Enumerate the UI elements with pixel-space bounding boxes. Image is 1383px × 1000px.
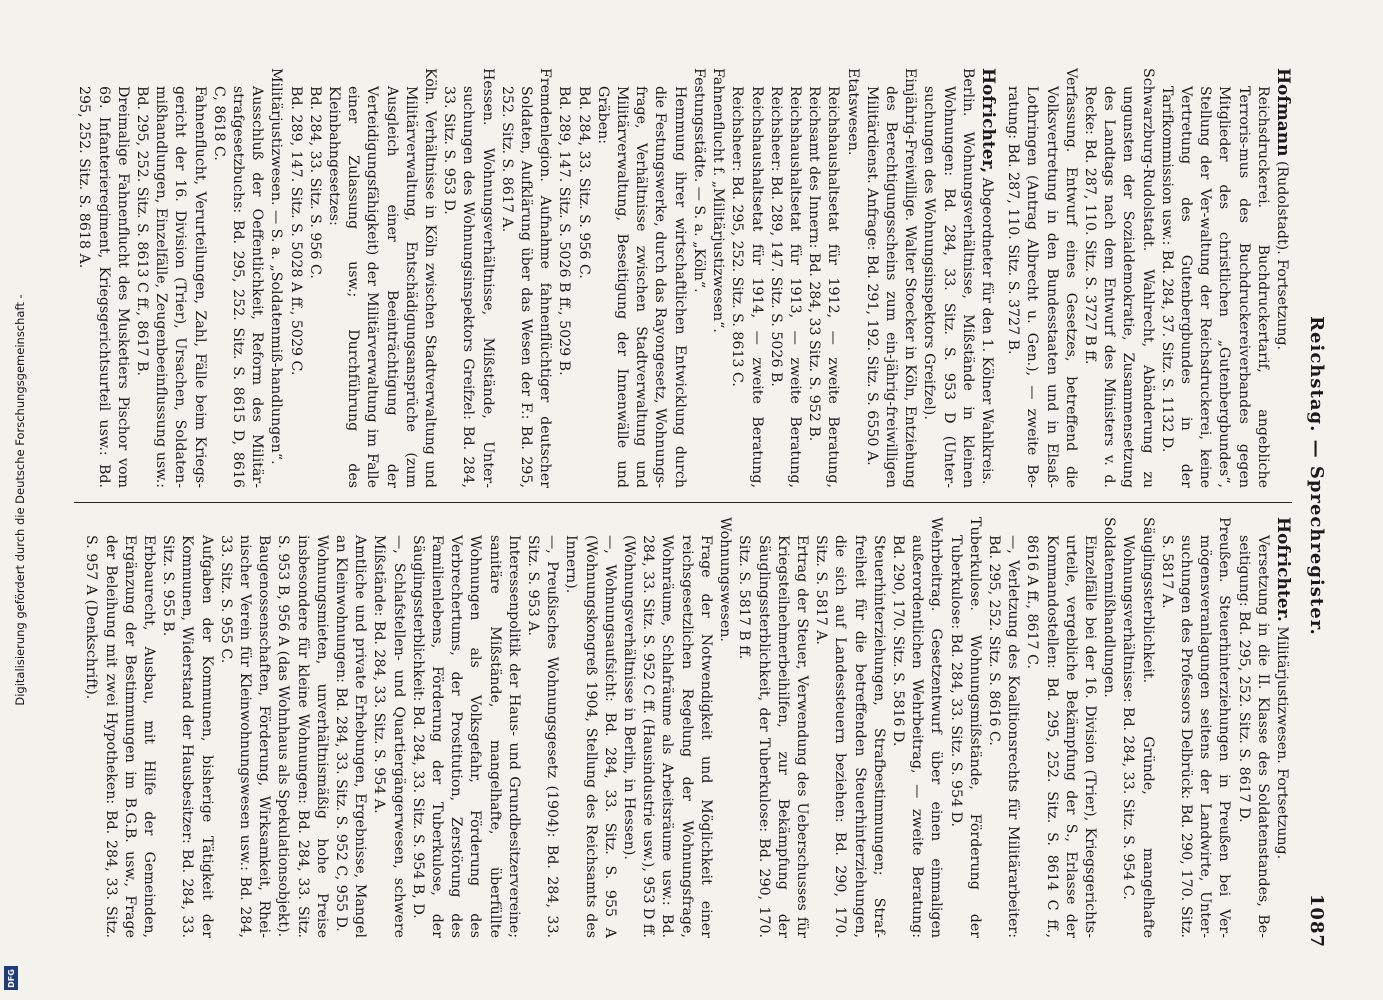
register-subentry: —, Wohnungsaufsicht: Bd. 284, 33. Sitz. S. 955 A (Wohnungskongreß 1904, Stellung des Reichsamts des Innern). <box>563 535 618 938</box>
register-subentry: Bd. 284, 33. Sitz. S. 956 C. <box>306 86 323 279</box>
register-subentry: Ausschluß der Oeffentlichkeit, Reform des Militär-strafgesetzbuchs: Bd. 295, 252. Sitz. S. 8615 D, 8616 C, 8618 C. <box>210 86 266 488</box>
register-subentry: Erbbaurecht, Ausbau, mit Hilfe der Gemeinden, Ergänzung der Bestimmungen im B.G.B. usw., Frage der Beleihung mit zwei Hypotheken: Bd. 284, 33. Sitz. S. 957 A (Denkschrift). <box>83 535 158 938</box>
register-entry: Verfassung. Entwurf eines Gesetzes, betreffend die Volksvertretung in den Bundesstaaten und in Elsaß-Lothringen (Antrag Albrecht u. Gen.), — zweite Be-ratung: Bd. 287, 110. Sitz. S. 3727 B. <box>1005 68 1079 488</box>
rotated-page <box>41 30 1341 970</box>
left-column <box>74 54 1292 503</box>
register-entry: Militärjustizwesen. — S. a. „Soldatenmiß-handlungen“. <box>268 68 285 465</box>
register-entry: Tuberkulose. Wohnungsmißstände, Förderung der Tuberkulose: Bd. 284, 33. Sitz. S. 954 D. <box>947 517 983 938</box>
right-column <box>74 503 1292 952</box>
register-entry: Berlin. Wohnungsverhältnisse, Mißstände in kleinen Wohnungen: Bd. 284, 33. Sitz. S. 953 D (Unter-suchungen des Wohnungsinspektors Greifzel). <box>921 68 976 488</box>
register-subentry: Reichsdruckerei. Buchdruckertarif, angebliche Terroris-mus des Buchdruckereiverbandes gegen Mitglieder des christlichen „Gutenbergbundes“, Stellung der Ver-waltung der Reichsdruckerei, keine Vertretung des Gutenbergbundes in der Tarifkommission usw.: Bd. 284, 37. Sitz. S. 1132 D. <box>1158 86 1271 488</box>
speaker-name: Hofrichter, <box>977 68 998 174</box>
register-subentry: —, Verletzung des Koalitionsrechts für Militärarbeiter: Bd. 295, 252. Sitz. S. 8616 C. <box>985 535 1022 938</box>
register-entry: Fahnenflucht f. „Militärjustizwesen“. <box>710 68 727 333</box>
register-subentry: Bd. 284, 33. Sitz. S. 956 C. <box>575 86 592 279</box>
speaker-name: Hofmann <box>1273 68 1293 157</box>
register-entry: Etatswesen. <box>844 68 861 156</box>
register-subentry: Dreimalige Fahnenflucht des Musketiers Pischor vom 69. Infanterieregiment, Kriegsgerichtsurteil usw.: Bd. 295, 252. Sitz. S. 8618 A. <box>76 86 131 488</box>
register-subentry: —, Schlafstellen- und Quartiergängerwesen, schwere Mißstände: Bd. 284, 33. Sitz. S. 954 A. <box>371 535 407 938</box>
digitization-footer <box>0 0 40 1000</box>
register-entry: Schwarzburg-Rudolstadt. Wahlrecht, Abänderung zu ungunsten der Sozialdemokratie, Zusammensetzung des Landtags nach dem Entwurf des Ministers v. d. Recke: Bd. 287, 110. Sitz. S. 3727 B ff. <box>1081 68 1156 488</box>
register-subentry: Fahnenflucht, Verurteilungen, Zahl, Fälle beim Kriegs-gericht der 16. Division (Trier), Ursachen, Soldaten-mißhandlungen, Einzelfälle, Zeugenbeeinflussung usw.: Bd. 295, 252. Sitz. S. 8613 C ff., 8617 B. <box>134 86 208 488</box>
running-title: Reichstag. — Sprechregister. <box>1306 316 1327 636</box>
register-subentry: Wohnungsmieten, unverhältnismäßig hohe Preise insbesondere für kleine Wohnungen: Bd. 284, 33. Sitz. S. 953 B, 956 A (das Wohnhaus als Spekulationsobjekt). <box>275 535 330 938</box>
speaker-subtitle: (Rudolstadt). Fortsetzung. <box>1274 156 1290 351</box>
register-subentry: Interessenpolitik der Haus- und Grundbesitzervereine; sanitäre Mißstände, mangelhafte, überfüllte Wohnungen als Volksgefahr, Förderung des Verbrechertums, der Prostitution, Zerstörung des Familienlebens, Förderung der Tuberkulose, der Säuglingssterblichkeit: Bd. 284, 33. Sitz. S. 954 B, D. <box>409 535 522 938</box>
page-header <box>1300 54 1331 952</box>
register-entry: Wehrbeitrag. Gesetzentwurf über einen einmaligen außerordentlichen Wehrbeitrag, — zweite Beratung: Bd. 290, 170. Sitz. S. 5816 D. <box>889 517 945 938</box>
register-entry: Wohnungswesen. <box>717 517 734 642</box>
speaker-heading <box>1272 517 1292 938</box>
register-entry: Köln. Verhältnisse in Köln zwischen Stadtverwaltung und Militärverwaltung, Entschädigungsansprüche (zum Ausgleich einer Beeinträchtigung der Verteidigungsfähigkeit) der Militärverwaltung im Falle einer Zulassung usw.; Durchführung des Kleinbahngesetzes: <box>326 68 439 488</box>
page-number: 1087 <box>1306 893 1327 948</box>
register-subentry: Hemmung ihrer wirtschaftlichen Entwicklung durch die Festungswerke, durch das Rayongesetz, Wohnungs-frage, Verhältnisse zwischen Stadtverwaltung und Militärverwaltung, Beseitigung der Innenwälle und Gräben: <box>594 86 688 488</box>
register-entry: Fremdenlegion. Aufnahme fahnenflüchtiger deutscher Soldaten, Aufklärung über das Wesen der F.: Bd. 295, 252. Sitz. S. 8617 A. <box>498 68 554 488</box>
register-entry: Preußen. Steuerhinterziehungen in Preußen bei Ver-mögensveranlagungen seitens der Landwirte, Unter-suchungen des Professors Delbrück: Bd. 290, 170. Sitz. S. 5817 A. <box>1158 517 1233 938</box>
register-entry: Säuglingssterblichkeit. Gründe, mangelhafte Wohnungsverhältnisse: Bd. 284, 33. Sitz. S. 954 C. <box>1120 517 1156 938</box>
speaker-subtitle: Abgeordneter für den 1. Kölner Wahlkreis. <box>978 173 995 485</box>
speaker-heading <box>1272 68 1292 488</box>
register-subentry: Reichshaushaltsetat für 1912, — zweite Beratung, Reichsamt des Innern: Bd. 284, 33 Sitz. S. 952 B. <box>806 86 842 488</box>
register-subentry: Aufgaben der Kommunen, bisherige Tätigkeit der Kommunen, Widerstand der Hausbesitzer: Bd. 284, 33. Sitz. S. 955 B. <box>160 535 215 938</box>
register-entry: Festungsstädte. — S. a. „Köln“. <box>690 68 707 293</box>
register-subentry: Baugenossenschaften, Förderung, Wirksamkeit, Rhei-nischer Verein für Kleinwohnungswesen usw.: Bd. 284, 33. Sitz. S. 955 C. <box>217 535 273 938</box>
speaker-subtitle: Militärjustizwesen. Fortsetzung. <box>1274 621 1290 860</box>
register-subentry: Steuerhinterziehungen, Strafbestimmungen; Straf-freiheit für die betreffenden Steuerhinterziehungen, die sich auf Landessteuern beziehen: Bd. 290, 170. Sitz. S. 5817 A. <box>813 535 887 938</box>
register-entry: Soldatenmißhandlungen. <box>1101 517 1118 698</box>
register-subentry: Versetzung in die II. Klasse des Soldatenstandes, Be-seitigung: Bd. 295, 252. Sitz. S. 8617 D. <box>1235 535 1271 938</box>
register-entry: Hessen. Wohnungsverhältnisse, Mißstände, Unter-suchungen des Wohnungsinspektors Greifzel: Bd. 284, 33. Sitz. S. 953 D. <box>441 68 496 488</box>
register-subentry: Bd. 289, 147. Sitz. S. 5026 B ff., 5029 B. <box>556 86 573 376</box>
register-subentry: Reichshaushaltsetat für 1914, — zweite Beratung, Reichsheer: Bd. 295, 252. Sitz. S. 8613 C. <box>729 86 765 488</box>
two-column-body <box>74 54 1292 952</box>
register-subentry: Amtliche und private Erhebungen, Ergebnisse, Mangel an Kleinwohnungen: Bd. 284, 33. Sitz. S. 952 C, 955 D. <box>333 535 369 938</box>
register-subentry: Reichshaushaltsetat für 1913, — zweite Beratung, Reichsheer: Bd. 289, 147. Sitz. S. 5026 B. <box>767 86 803 488</box>
register-subentry: Einzelfälle bei der 16. Division (Trier), Kriegsgerichts-urteile, vergebliche Bekämpfung der S., Erlasse der Kommandostellen: Bd. 295, 252. Sitz. S. 8614 C ff., 8616 A ff., 8617 C. <box>1024 535 1098 938</box>
dfg-logo-text: DFG <box>6 968 16 988</box>
register-subentry: —, Preußisches Wohnungsgesetz (1904): Bd. 284, 33. Sitz. S. 953 A. <box>525 535 561 938</box>
register-subentry: Ertrag der Steuer, Verwendung des Ueberschusses für Kriegsteilnehmerbeihilfen, zur Bekämpfung der Säuglingssterblichkeit, der Tuberkulose: Bd. 290, 170. Sitz. S. 5817 B ff. <box>736 535 810 938</box>
speaker-name: Hofrichter. <box>1273 517 1293 622</box>
funding-credit: Digitalisierung gefördert durch die Deutsche Forschungsgemeinschaft - <box>13 294 27 706</box>
register-subentry: Frage der Notwendigkeit und Möglichkeit einer reichsgesetzlichen Regelung der Wohnungsfrage, Wohnräume, Schlafräume als Arbeitsräume usw.: Bd. 284, 33. Sitz. S. 952 C ff. (Hausindustrie usw.), 953 D ff. (Wohnungsverhältnisse in Berlin, in Hessen). <box>621 535 714 938</box>
register-entry: Einjährig-Freiwillige. Walter Stoecker in Köln, Entziehung des Berechtigungsscheins zum ein-jährig-freiwilligen Militärdienst. Anfrage: Bd. 291, 192. Sitz. S. 6550 A. <box>863 68 919 488</box>
dfg-logo <box>4 966 18 990</box>
register-subentry: Bd. 289, 147. Sitz. S. 5028 A ff., 5029 C. <box>287 86 304 376</box>
speaker-heading <box>977 68 997 488</box>
